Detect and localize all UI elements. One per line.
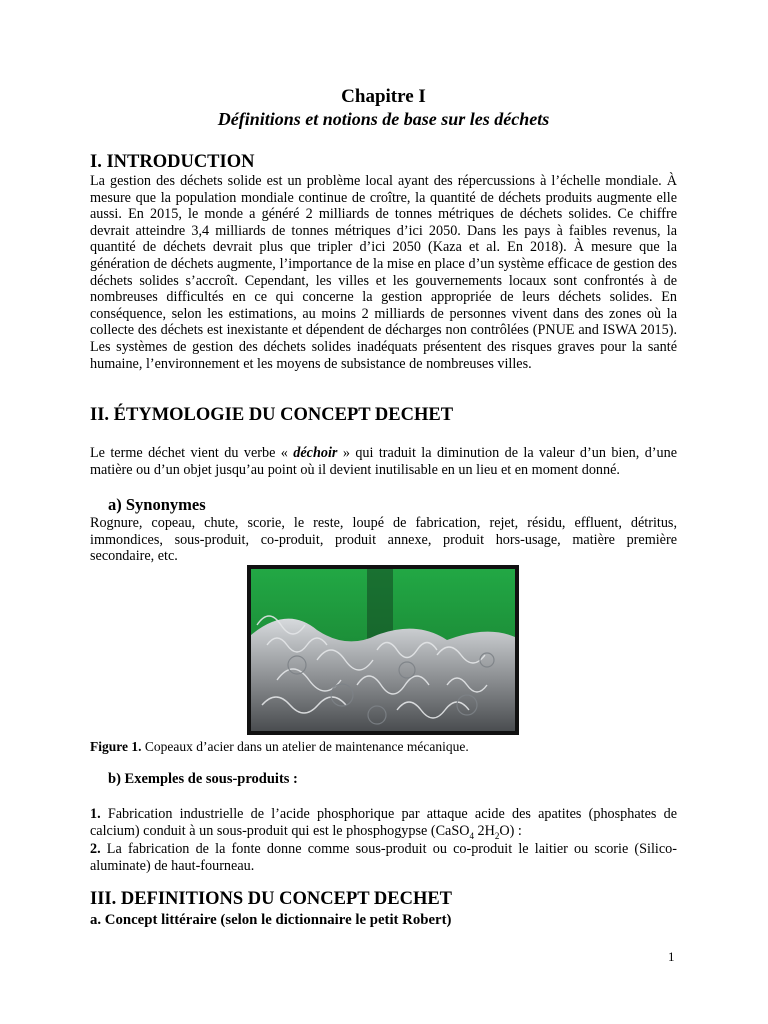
etymology-term: déchoir: [293, 445, 338, 461]
item-2-text: La fabrication de la fonte donne comme sous-produit ou co-produit le laitier ou scorie (Silico-aluminate) de haut-fourneau.: [90, 841, 677, 874]
introduction-paragraph: La gestion des déchets solide est un problème local ayant des répercussions à l’échelle mondiale. À mesure que la population mondiale continue de croître, la quantité de déchets produits augmente elle aussi. En 2015, le monde a généré 2 milliards de tonnes métriques de déchets solides. Ce chiffre devrait atteindre 3,4 milliards de tonnes métriques d’ici 2050. Dans les pays à faibles revenus, la quantité de déchets devrait plus que tripler d’ici 2050 (Kaza et al. En 2018). À mesure que la génération de déchets augmente, l’importance de la mise en place d’un système efficace de gestion des déchets solides s’accroît. Cependant, les villes et les gouvernements locaux sont confrontés à de nombreuses difficultés en ce qui concerne la gestion appropriée de leurs déchets solides. En conséquence, selon les estimations, au moins 2 milliards de personnes vivent dans des zones où la collecte des déchets est inexistante et dépendent de décharges non contrôlées (PNUE and ISWA 2015). Les systèmes de gestion des déchets solides inadéquats présentent des risques graves pour la santé humaine, l’environnement et les moyens de subsistance de nombreuses villes.: [90, 173, 677, 372]
steel-shavings-photo: [247, 565, 519, 735]
byproduct-item-2: [90, 841, 677, 874]
item-1-number: 1.: [90, 806, 101, 822]
photo-illustration: [247, 565, 519, 735]
item-1-text-b: 2H: [473, 822, 495, 839]
etymology-paragraph: [90, 445, 677, 478]
item-2-number: 2.: [90, 841, 101, 857]
section-heading-definitions: III. DEFINITIONS DU CONCEPT DECHET: [90, 889, 453, 909]
etymology-text-end: » qui traduit la diminution de la valeur d’un bien, d’une matière ou d’un objet jusqu’au point où il devient inutilisable en un lieu et en moment donné.: [90, 445, 677, 478]
item-1-text-c: O) :: [499, 822, 522, 839]
section-heading-etymology: II. ÉTYMOLOGIE DU CONCEPT DECHET: [90, 405, 454, 425]
figure-caption-text: Copeaux d’acier dans un atelier de maintenance mécanique.: [141, 739, 469, 754]
item-1-subscript-2: 2: [494, 830, 500, 841]
item-1-subscript-1: 4: [469, 830, 474, 841]
chapter-title: Chapitre I: [341, 86, 426, 107]
subheading-byproducts: b) Exemples de sous-produits :: [108, 771, 298, 787]
subheading-literary-concept: a. Concept littéraire (selon le dictionnaire le petit Robert): [90, 912, 452, 928]
section-heading-introduction: I. INTRODUCTION: [90, 152, 255, 172]
chapter-subtitle: Définitions et notions de base sur les déchets: [217, 109, 550, 129]
item-1-text-a: Fabrication industrielle de l’acide phosphorique par attaque acide des apatites (phosphates de calcium) conduit à un sous-produit qui est le phosphogypse (CaSO: [90, 806, 677, 839]
byproduct-item-1: [90, 806, 677, 844]
synonyms-paragraph: Rognure, copeau, chute, scorie, le reste, loupé de fabrication, rejet, résidu, effluent, détritus, immondices, sous-produit, co-produit, produit annexe, produit hors-usage, matière première secondaire, etc.: [90, 515, 677, 565]
page-number: 1: [668, 949, 675, 964]
subheading-synonyms: a) Synonymes: [108, 495, 206, 514]
etymology-text-start: Le terme déchet vient du verbe «: [90, 445, 294, 461]
figure-caption: [90, 739, 469, 755]
figure-label: Figure 1.: [90, 739, 142, 754]
